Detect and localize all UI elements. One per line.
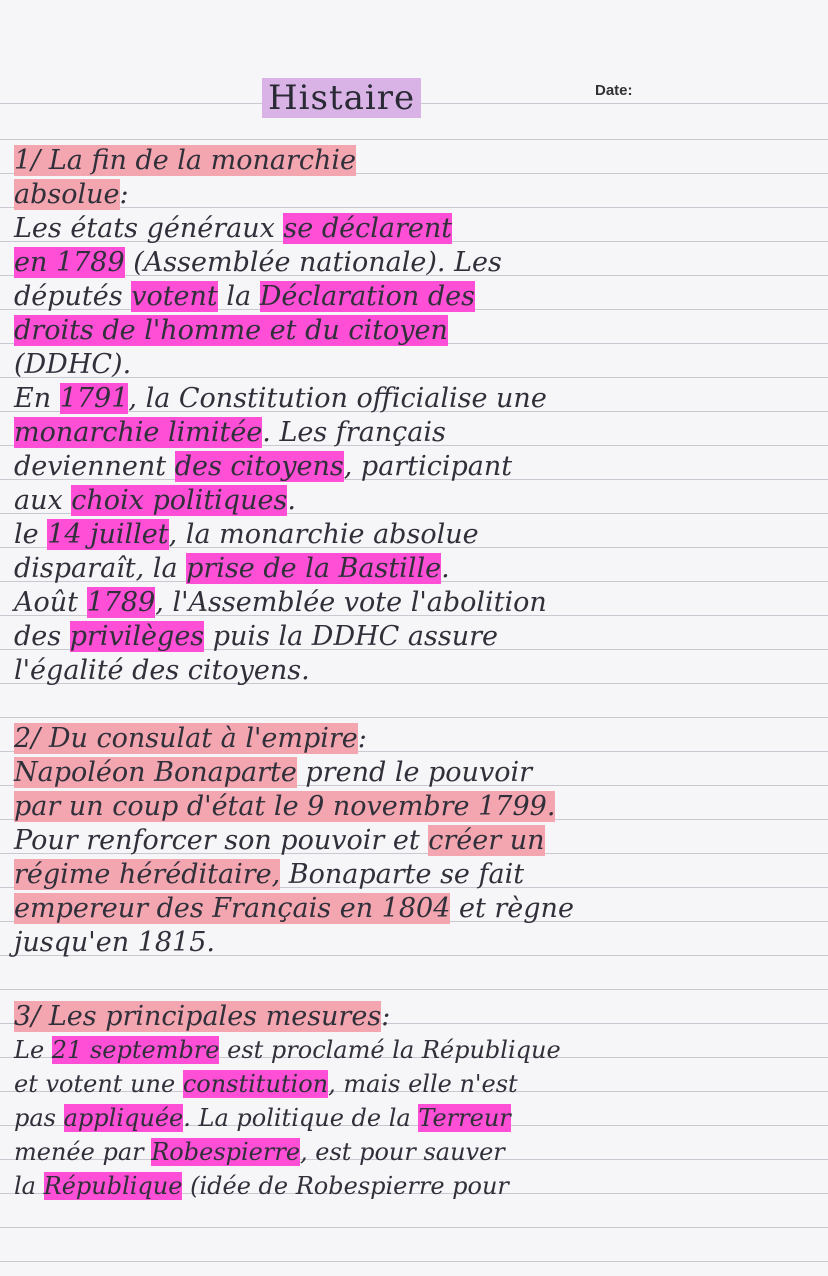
text-fragment: (idée de Robespierre pour: [182, 1172, 509, 1200]
section1-heading-b: absolue: [14, 179, 120, 210]
section3-line: [14, 1136, 824, 1169]
section1-heading-a: 1/ La fin de la monarchie: [14, 145, 356, 176]
section1-heading-line1: [14, 144, 824, 177]
highlight: monarchie limitée: [14, 417, 263, 448]
text-fragment: Bonaparte se fait: [280, 859, 525, 890]
section1-line: [14, 484, 824, 517]
text-fragment: généraux: [146, 213, 284, 244]
text-fragment: , mais elle n'est: [328, 1070, 518, 1098]
date-label: Date:: [595, 82, 633, 99]
text-fragment: En: [14, 383, 60, 414]
text-fragment: Les états: [14, 213, 147, 244]
text-fragment: jusqu'en 1815.: [14, 927, 215, 958]
section2-line: [14, 824, 824, 857]
section2-heading-colon: :: [357, 723, 367, 754]
highlight: des citoyens: [174, 451, 344, 482]
text-fragment: puis la DDHC assure: [204, 621, 498, 652]
section3-heading-line: [14, 1000, 824, 1033]
section1-line: [14, 654, 824, 687]
section1-line: [14, 450, 824, 483]
section3-line: [14, 1068, 824, 1101]
highlight: 1789: [86, 587, 156, 618]
section1-line: [14, 280, 824, 313]
text-fragment: (DDHC).: [14, 349, 132, 380]
text-fragment: deviennent: [14, 451, 175, 482]
text-fragment: , l'Assemblée vote l'abolition: [155, 587, 547, 618]
highlight: appliquée: [63, 1104, 184, 1132]
text-fragment: et règne: [450, 893, 574, 924]
text-fragment: , la Constitution officialise une: [128, 383, 547, 414]
section1-line: [14, 348, 824, 381]
highlight: droits de l'homme et du citoyen: [14, 315, 448, 346]
text-fragment: prend le pouvoir: [296, 757, 532, 788]
highlight: choix politiques: [71, 485, 288, 516]
highlight: par un coup d'état le 9 novembre 1799.: [14, 791, 556, 822]
highlight: 21 septembre: [51, 1036, 220, 1064]
section1-line: [14, 586, 824, 619]
text-fragment: (Assemblée nationale). Les: [124, 247, 502, 278]
section2-heading: 2/ Du consulat à l'empire: [14, 723, 358, 754]
text-fragment: , la monarchie absolue: [168, 519, 479, 550]
section3-line: [14, 1170, 824, 1203]
highlight: se déclarent: [283, 213, 453, 244]
text-fragment: disparaît, la: [14, 553, 187, 584]
ruled-line: [0, 1227, 828, 1228]
highlight: Robespierre: [151, 1138, 301, 1166]
text-fragment: . Les français: [262, 417, 446, 448]
section3-line: [14, 1102, 824, 1135]
section2-heading-line: [14, 722, 824, 755]
section1-line: [14, 552, 824, 585]
section2-line: [14, 926, 824, 959]
section1-line: [14, 314, 824, 347]
ruled-line: [0, 139, 828, 140]
highlight: Terreur: [418, 1104, 511, 1132]
text-fragment: et votent une: [14, 1070, 183, 1098]
text-fragment: .: [441, 553, 450, 584]
section2-line: [14, 858, 824, 891]
text-fragment: .: [287, 485, 296, 516]
section1-line: [14, 382, 824, 415]
text-fragment: menée par: [14, 1138, 152, 1166]
section2-line: [14, 892, 824, 925]
section1-line: [14, 212, 824, 245]
section1-heading-line2: [14, 178, 824, 211]
text-fragment: pas: [14, 1104, 64, 1132]
text-fragment: la: [217, 281, 260, 312]
highlight: Napoléon Bonaparte: [14, 757, 297, 788]
page-title: Histaire: [262, 78, 421, 118]
text-fragment: Août: [14, 587, 87, 618]
section1-heading-colon: :: [119, 179, 129, 210]
section3-heading: 3/ Les principales mesures: [14, 1001, 382, 1032]
section2-line: [14, 790, 824, 823]
section1-line: [14, 518, 824, 551]
section1-line: [14, 620, 824, 653]
section3-heading-colon: :: [381, 1001, 391, 1032]
section2-line: [14, 756, 824, 789]
text-fragment: Pour renforcer son pouvoir et: [14, 825, 429, 856]
highlight: votent: [131, 281, 218, 312]
text-fragment: , participant: [343, 451, 513, 482]
text-fragment: aux: [14, 485, 72, 516]
section1-line: [14, 416, 824, 449]
highlight: constitution: [182, 1070, 329, 1098]
text-fragment: l'égalité des citoyens.: [14, 655, 310, 686]
text-fragment: la: [14, 1172, 44, 1200]
highlight: empereur des Français en 1804: [14, 893, 451, 924]
section1-line: [14, 246, 824, 279]
highlight: créer un: [428, 825, 545, 856]
section3-line: [14, 1034, 824, 1067]
highlight: Déclaration des: [259, 281, 476, 312]
highlight: privilèges: [69, 621, 205, 652]
highlight: régime héréditaire,: [14, 859, 281, 890]
text-fragment: Le: [14, 1036, 52, 1064]
ruled-line: [0, 989, 828, 990]
text-fragment: , est pour sauver: [300, 1138, 505, 1166]
highlight: prise de la Bastille: [186, 553, 442, 584]
text-fragment: des: [14, 621, 70, 652]
highlight: en 1789: [14, 247, 125, 278]
ruled-line: [0, 717, 828, 718]
highlight: 1791: [59, 383, 129, 414]
text-fragment: est proclamé la République: [219, 1036, 561, 1064]
text-fragment: le: [14, 519, 48, 550]
text-fragment: députés: [14, 281, 132, 312]
highlight: 14 juillet: [47, 519, 169, 550]
text-fragment: . La politique de la: [183, 1104, 419, 1132]
highlight: République: [43, 1172, 183, 1200]
ruled-line: [0, 1261, 828, 1262]
